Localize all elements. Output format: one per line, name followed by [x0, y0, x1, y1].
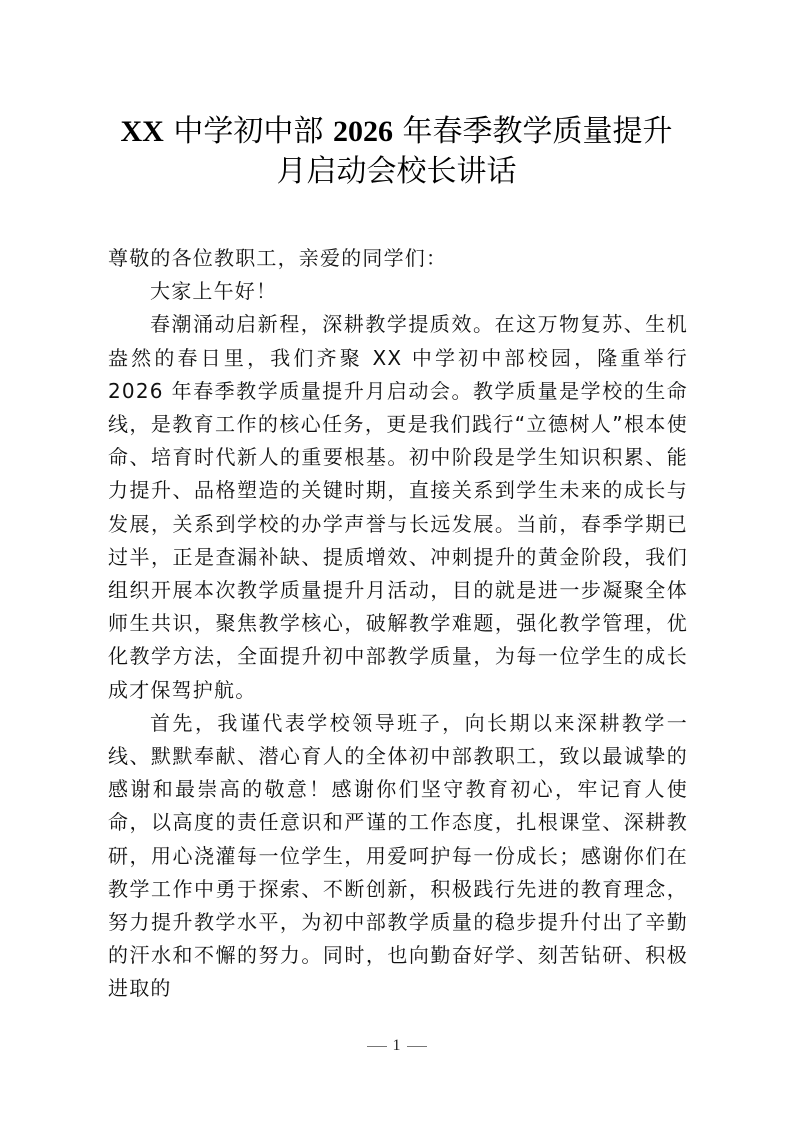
footer-dash-right	[407, 1046, 427, 1047]
title-year: 2026	[332, 115, 393, 148]
footer-dash-left	[367, 1046, 387, 1047]
paragraph: 首先，我谨代表学校领导班子，向长期以来深耕教学一线、默默奉献、潜心育人的全体初中部教职工，致以最诚挚的感谢和最崇高的敬意！感谢你们坚守教育初心，牢记育人使命，以高度的责任意识和严谨的工作态度，扎根课堂、深耕教研，用心浇灌每一位学生，用爱呵护每一份成长；感谢你们在教学工作中勇于探索、不断创新，积极践行先进的教育理念，努力提升教学水平，为初中部教学质量的稳步提升付出了辛勤的汗水和不懈的努力。同时，也向勤奋好学、刻苦钻研、积极进取的	[108, 710, 688, 1001]
title-text-b: 年春季教学质量提升	[392, 114, 673, 149]
title-line-1	[60, 112, 733, 152]
document-body	[108, 242, 688, 1006]
document-title	[60, 112, 733, 192]
page-number: 1	[392, 1037, 401, 1054]
greeting: 大家上午好！	[150, 279, 278, 304]
title-text-a: 中学初中部	[163, 114, 333, 149]
salutation: 尊敬的各位教职工，亲爱的同学们：	[108, 246, 448, 270]
page-footer	[0, 1037, 793, 1055]
title-school-code: XX	[120, 115, 164, 148]
paragraph: 春潮涌动启新程，深耕教学提质效。在这万物复苏、生机盎然的春日里，我们齐聚 XX 中学初中部校园，隆重举行 2026 年春季教学质量提升月启动会。教学质量是学校的生命线，是教育工作的核心任务，更是我们践行“立德树人”根本使命、培育时代新人的重要根基。初中阶段是学生知识积累、能力提升、品格塑造的关键时期，直接关系到学生未来的成长与发展，关系到学校的办学声誉与长远发展。当前，春季学期已过半，正是查漏补缺、提质增效、冲刺提升的黄金阶段，我们组织开展本次教学质量提升月活动，目的就是进一步凝聚全体师生共识，聚焦教学核心，破解教学难题，强化教学管理，优化教学方法，全面提升初中部教学质量，为每一位学生的成长成才保驾护航。	[108, 312, 688, 702]
title-line-2: 月启动会校长讲话	[276, 154, 517, 189]
